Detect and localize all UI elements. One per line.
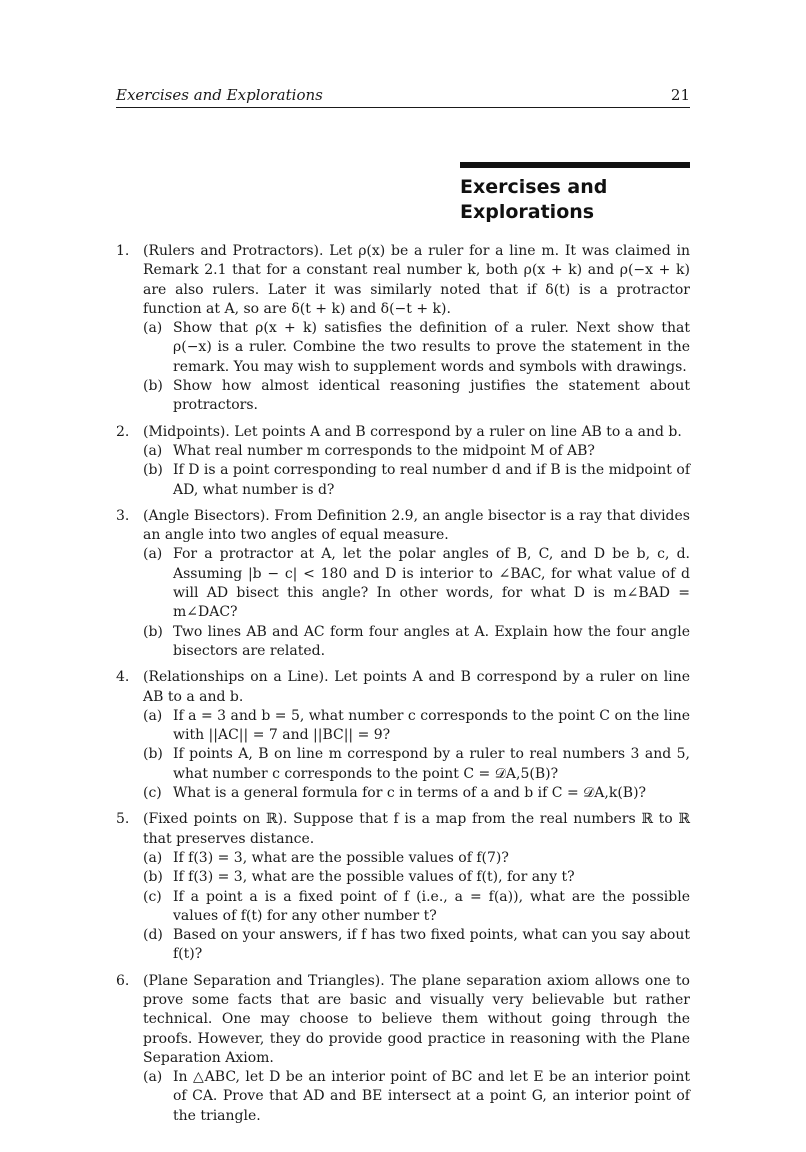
section-title-line1: Exercises and xyxy=(460,176,608,198)
exercise-part xyxy=(143,784,690,803)
exercise-parts xyxy=(143,442,690,500)
exercise-intro: (Plane Separation and Triangles). The plane separation axiom allows one to prove some facts that are basic and visually very believable but rather technical. One may choose to believe them without going through the proofs. However, they do provide good practice in reasoning with the Plane Separation Axiom. xyxy=(143,972,690,1066)
exercise-part xyxy=(143,868,690,887)
exercise-part xyxy=(143,745,690,784)
exercise-intro: (Fixed points on ℝ). Suppose that f is a map from the real numbers ℝ to ℝ that preserves distance. xyxy=(143,811,690,847)
part-label: (c) xyxy=(143,785,162,802)
exercise-number: 2. xyxy=(116,423,130,440)
part-text: Show that ρ(x + k) satisfies the definition of a ruler. Next show that ρ(−x) is a ruler. Combine the two results to prove the statement in the remark. You may wish to supplement words and symbols with drawings. xyxy=(173,320,690,375)
part-text: If f(3) = 3, what are the possible values of f(t), for any t? xyxy=(173,869,575,886)
part-label: (b) xyxy=(143,623,163,640)
exercise-body xyxy=(143,972,690,1126)
part-text: For a protractor at A, let the polar angles of B, C, and D be b, c, d. Assuming |b − c| < 180 and D is interior to ∠BAC, for what value of d will AD bisect this angle? In other words, for what D is m∠BAD = m∠DAC? xyxy=(173,546,690,621)
exercise-intro: (Midpoints). Let points A and B correspond by a ruler on line AB to a and b. xyxy=(143,423,682,440)
exercise-part xyxy=(143,926,690,965)
exercise-item xyxy=(116,972,690,1126)
running-title: Exercises and Explorations xyxy=(116,86,323,104)
part-text: What real number m corresponds to the midpoint M of AB? xyxy=(173,442,595,459)
exercise-item xyxy=(116,423,690,500)
part-text: If points A, B on line m correspond by a ruler to real numbers 3 and 5, what number c corresponds to the point C = 𝒟A,5(B)? xyxy=(173,746,690,782)
exercise-number: 3. xyxy=(116,507,130,524)
part-text: Show how almost identical reasoning justifies the statement about protractors. xyxy=(173,378,690,414)
page-number: 21 xyxy=(670,86,690,104)
part-text: What is a general formula for c in terms of a and b if C = 𝒟A,k(B)? xyxy=(173,785,647,802)
exercise-number: 1. xyxy=(116,243,130,259)
exercise-number: 6. xyxy=(116,972,130,989)
part-label: (a) xyxy=(143,546,163,563)
part-text: In △ABC, let D be an interior point of BC and let E be an interior point of CA. Prove that AD and BE intersect at a point G, an interior point of the triangle. xyxy=(173,1069,690,1124)
exercise-number: 4. xyxy=(116,669,130,686)
part-label: (b) xyxy=(143,869,163,886)
exercise-parts xyxy=(143,707,690,803)
part-label: (b) xyxy=(143,378,163,395)
exercise-list xyxy=(116,242,690,1133)
part-text: If a point a is a fixed point of f (i.e., a = f(a)), what are the possible values of f(t) for any other number t? xyxy=(173,888,690,924)
exercise-part xyxy=(143,1068,690,1126)
exercise-item xyxy=(116,242,690,416)
exercise-intro: (Relationships on a Line). Let points A and B correspond by a ruler on line AB to a and b. xyxy=(143,669,690,705)
exercise-item xyxy=(116,507,690,661)
exercise-body xyxy=(143,668,690,803)
exercise-part xyxy=(143,442,690,461)
exercise-parts xyxy=(143,1068,690,1126)
exercise-body xyxy=(143,423,690,500)
section-title xyxy=(460,175,690,225)
exercise-part xyxy=(143,888,690,927)
part-label: (c) xyxy=(143,888,162,905)
exercise-parts xyxy=(143,319,690,415)
section-title-line2: Explorations xyxy=(460,201,595,223)
exercise-part xyxy=(143,319,690,377)
exercise-body xyxy=(143,810,690,964)
part-label: (a) xyxy=(143,849,163,866)
part-label: (a) xyxy=(143,320,163,337)
part-label: (d) xyxy=(143,927,163,944)
exercise-part xyxy=(143,707,690,746)
exercise-intro: (Rulers and Protractors). Let ρ(x) be a ruler for a line m. It was claimed in Remark 2.1 that for a constant real number k, both ρ(x + k) and ρ(−x + k) are also rulers. Later it was similarly noted that if δ(t) is a protractor function at A, so are δ(t + k) and δ(−t + k). xyxy=(143,243,690,317)
exercise-part xyxy=(143,377,690,416)
part-label: (b) xyxy=(143,746,163,763)
part-text: Based on your answers, if f has two fixed points, what can you say about f(t)? xyxy=(173,927,690,963)
running-header xyxy=(116,86,690,108)
part-label: (b) xyxy=(143,462,163,479)
part-label: (a) xyxy=(143,707,163,724)
part-text: If a = 3 and b = 5, what number c corresponds to the point C on the line with ||AC|| = 7 and ||BC|| = 9? xyxy=(173,707,690,744)
part-text: If D is a point corresponding to real number d and if B is the midpoint of AD, what number is d? xyxy=(173,462,690,498)
section-rule xyxy=(460,162,690,168)
part-label: (a) xyxy=(143,442,163,459)
part-label: (a) xyxy=(143,1069,163,1086)
exercise-part xyxy=(143,849,690,868)
exercise-part xyxy=(143,545,690,622)
exercise-intro: (Angle Bisectors). From Definition 2.9, an angle bisector is a ray that divides an angle into two angles of equal measure. xyxy=(143,507,690,544)
exercise-item xyxy=(116,668,690,803)
exercise-item xyxy=(116,810,690,964)
exercise-parts xyxy=(143,545,690,661)
part-text: Two lines AB and AC form four angles at A. Explain how the four angle bisectors are related. xyxy=(173,623,690,659)
exercise-parts xyxy=(143,849,690,965)
exercise-number: 5. xyxy=(116,811,130,828)
exercise-part xyxy=(143,623,690,662)
exercise-body xyxy=(143,507,690,661)
exercise-body xyxy=(143,242,690,416)
part-text: If f(3) = 3, what are the possible values of f(7)? xyxy=(173,849,509,866)
exercise-part xyxy=(143,461,690,500)
